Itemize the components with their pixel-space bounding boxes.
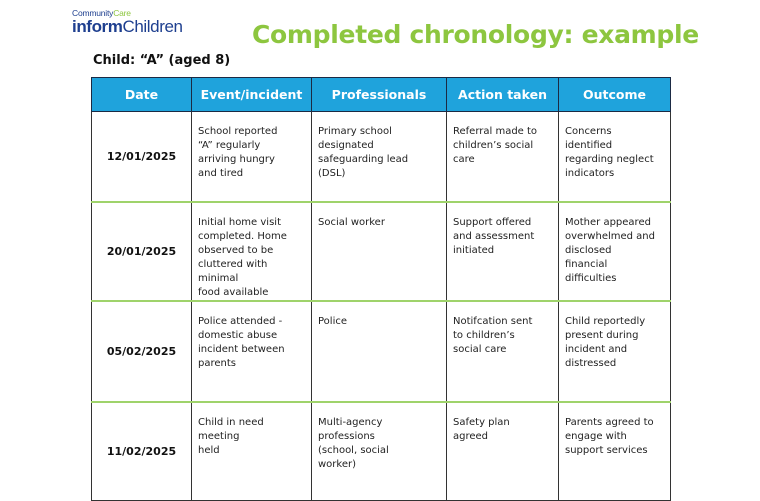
table-row — [92, 402, 671, 501]
row-date: 12/01/2025 — [92, 112, 192, 203]
row-date: 05/02/2025 — [92, 301, 192, 402]
child-label: Child: “A” (aged 8) — [93, 53, 231, 68]
row-event-text: Police attended - domestic abuse incident between parents — [198, 316, 285, 369]
header-outcome: Outcome — [559, 78, 671, 112]
row-date: 11/02/2025 — [92, 402, 192, 501]
table-row — [92, 112, 671, 203]
page-title: Completed chronology: example — [252, 20, 699, 49]
logo-care-text: Care — [113, 8, 131, 18]
row-action — [447, 402, 559, 501]
row-outcome — [559, 112, 671, 203]
row-professionals — [312, 402, 447, 501]
row-outcome-text: Parents agreed to engage with support services — [565, 417, 654, 456]
row-action-text: Referral made to children’s social care — [453, 126, 538, 165]
row-outcome-text: Mother appeared overwhelmed and disclosed financial difficulties — [565, 217, 655, 284]
row-event — [192, 202, 312, 301]
header-professionals: Professionals — [312, 78, 447, 112]
row-outcome — [559, 202, 671, 301]
row-outcome-text: Child reportedly present during incident and distressed — [565, 316, 646, 369]
row-action-text: Notifcation sent to children’s social care — [453, 316, 533, 355]
row-outcome — [559, 402, 671, 501]
logo-main-line — [72, 18, 202, 36]
row-event-text: School reported “A” regularly arriving hungry and tired — [198, 126, 278, 179]
row-professionals-text: Social worker — [318, 217, 385, 228]
chronology-table — [91, 77, 671, 501]
row-event — [192, 112, 312, 203]
header-date: Date — [92, 78, 192, 112]
row-date: 20/01/2025 — [92, 202, 192, 301]
row-event-text: Child in need meeting held — [198, 417, 264, 456]
logo-inform-text: inform — [72, 17, 123, 36]
row-outcome-text: Concerns identified regarding neglect indicators — [565, 126, 654, 179]
table-row — [92, 202, 671, 301]
logo-community-text: Community — [72, 8, 114, 18]
row-event-text: Initial home visit completed. Home observed to be cluttered with minimal food available — [198, 217, 287, 298]
row-professionals — [312, 202, 447, 301]
community-care-inform-children-logo — [72, 9, 202, 39]
header-action-taken: Action taken — [447, 78, 559, 112]
row-action — [447, 112, 559, 203]
row-action-text: Support offered and assessment initiated — [453, 217, 535, 256]
row-professionals-text: Multi-agency professions (school, social worker) — [318, 417, 389, 470]
row-professionals-text: Police — [318, 316, 347, 327]
row-action — [447, 202, 559, 301]
row-action — [447, 301, 559, 402]
row-outcome — [559, 301, 671, 402]
row-professionals — [312, 112, 447, 203]
row-professionals-text: Primary school designated safeguarding lead (DSL) — [318, 126, 409, 179]
row-event — [192, 301, 312, 402]
logo-children-text: Children — [122, 17, 183, 36]
row-professionals — [312, 301, 447, 402]
row-action-text: Safety plan agreed — [453, 417, 510, 442]
row-event — [192, 402, 312, 501]
table-header-row — [92, 78, 671, 112]
table-row — [92, 301, 671, 402]
header-event-incident: Event/incident — [192, 78, 312, 112]
